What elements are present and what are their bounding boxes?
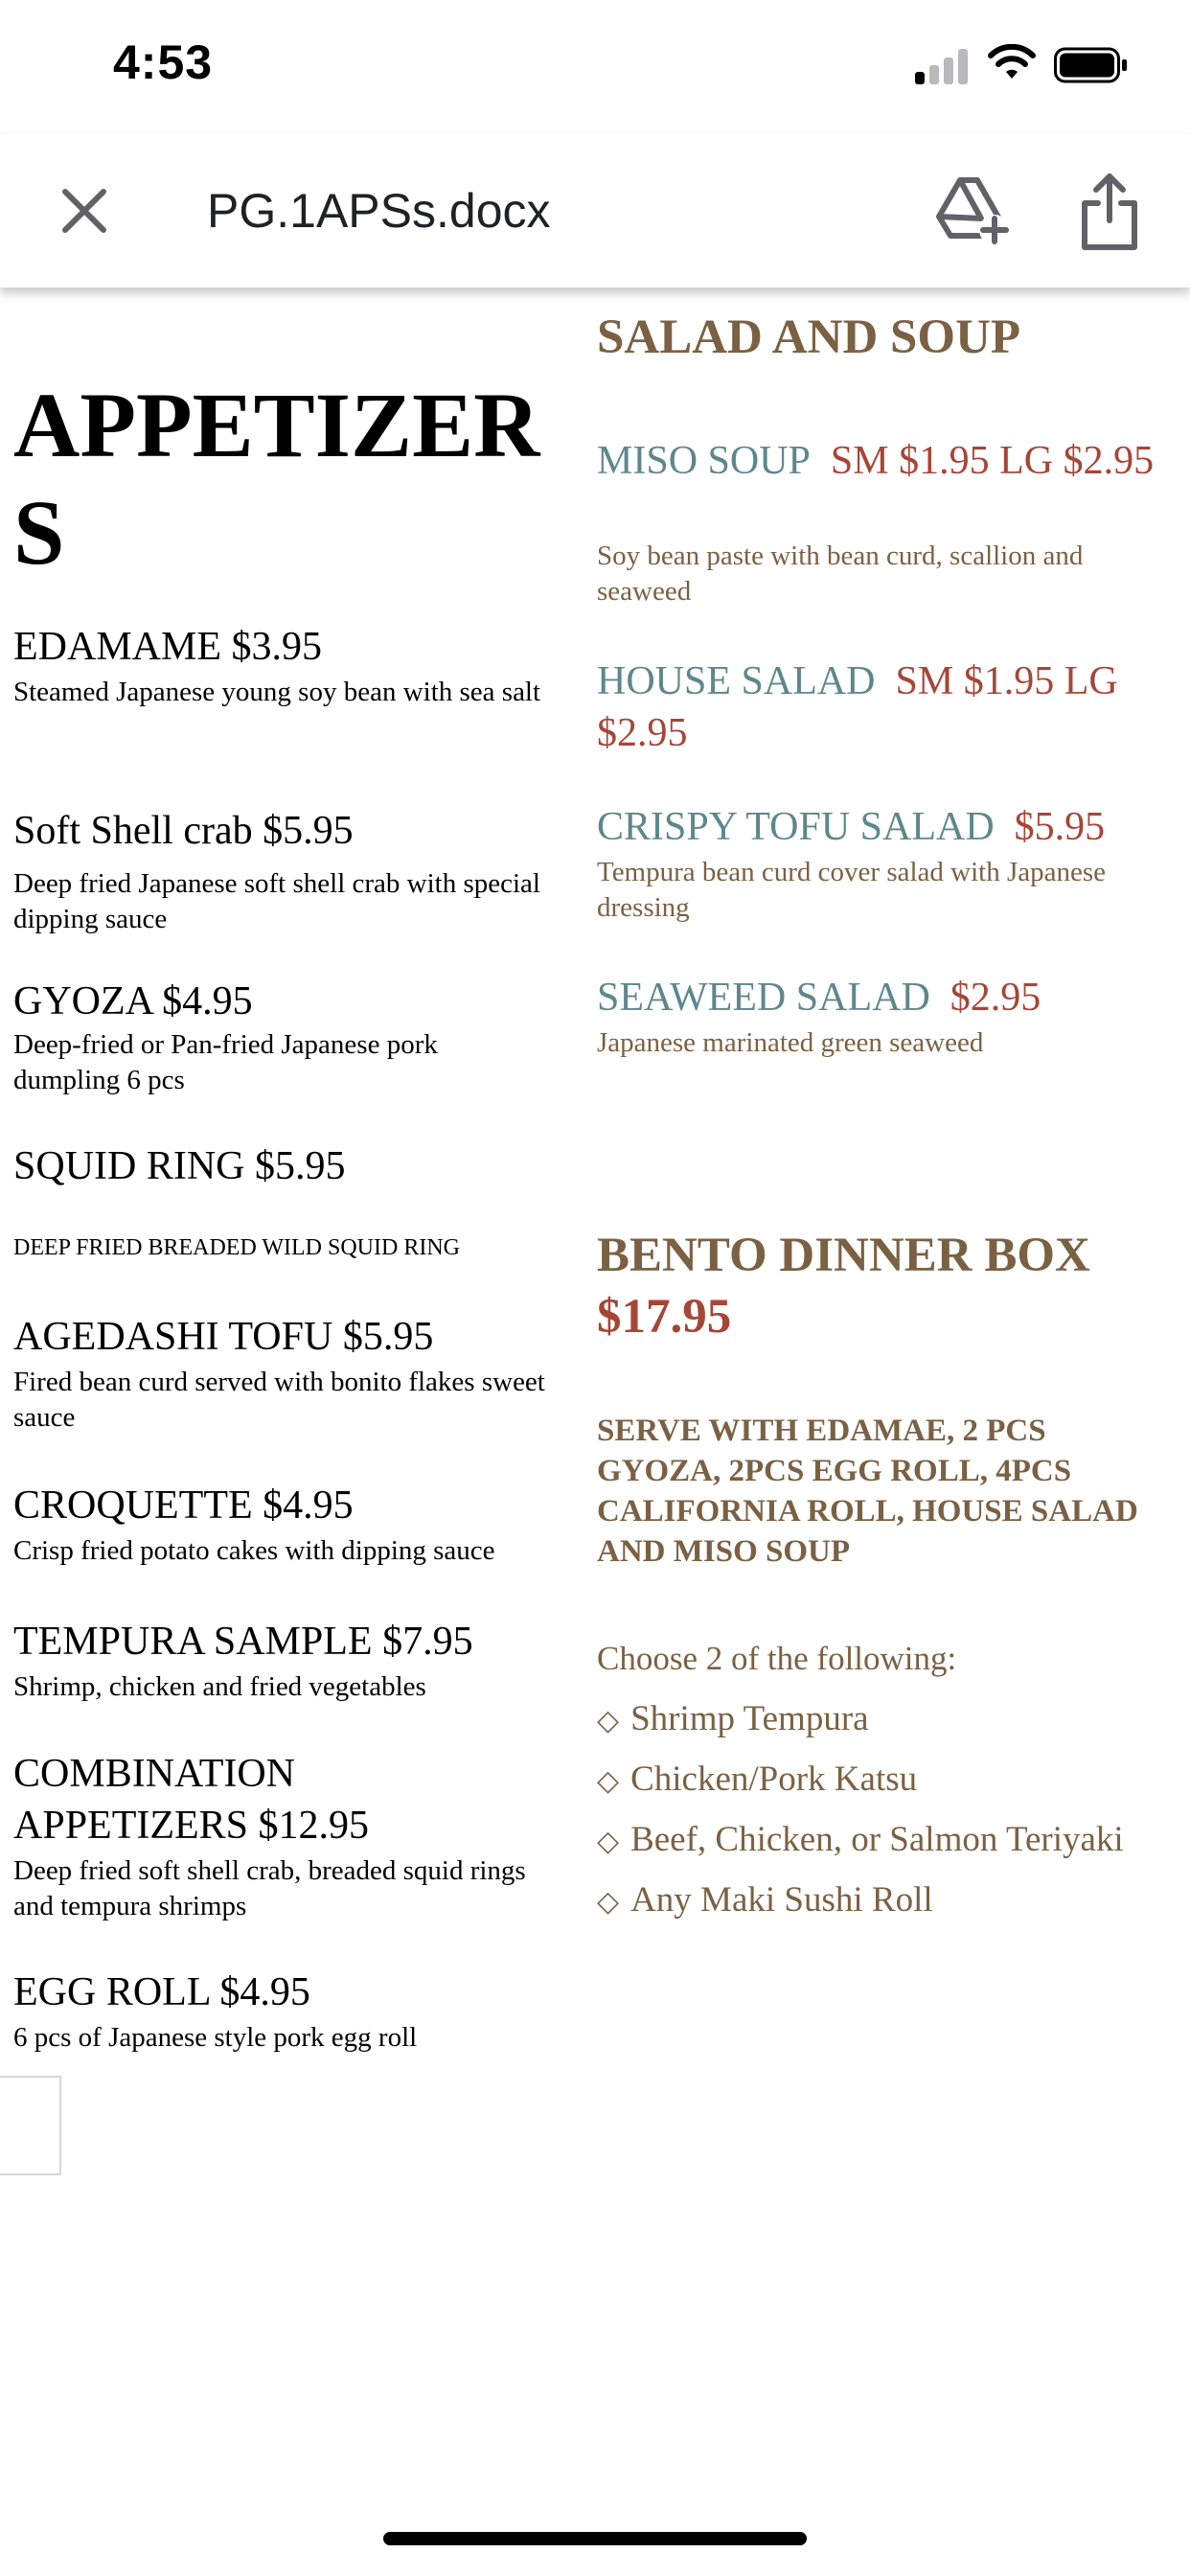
appetizer-item-desc: Deep fried soft shell crab, breaded squid rings and tempura shrimps [13, 1855, 526, 1921]
appetizers-heading: APPETIZER S [13, 374, 540, 584]
battery-icon [1054, 46, 1129, 84]
share-icon[interactable] [1075, 169, 1144, 253]
bento-option: ◇ Chicken/Pork Katsu [597, 1760, 918, 1799]
salad-soup-item-price: $2.95 [950, 976, 1041, 1020]
diamond-bullet-icon: ◇ [597, 1885, 620, 1919]
appetizer-item-desc: Deep-fried or Pan-fried Japanese pork dumpling 6 pcs [13, 1029, 438, 1095]
appetizer-item-desc: Fired bean curd served with bonito flakes sweet sauce [13, 1367, 545, 1433]
diamond-bullet-icon: ◇ [597, 1825, 620, 1858]
appetizer-item-name: EDAMAME $3.95 [13, 625, 322, 669]
add-to-drive-icon[interactable] [931, 172, 1012, 249]
bento-heading: BENTO DINNER BOX [597, 1229, 1090, 1282]
appetizer-item-name: SQUID RING $5.95 [13, 1144, 346, 1188]
bento-option: ◇ Any Maki Sushi Roll [597, 1880, 933, 1920]
appetizer-item-name: AGEDASHI TOFU $5.95 [13, 1315, 434, 1359]
bento-choose-label: Choose 2 of the following: [597, 1640, 957, 1677]
diamond-bullet-icon: ◇ [597, 1764, 620, 1798]
status-time: 4:53 [113, 35, 214, 89]
appetizer-item-name: GYOZA $4.95 [13, 979, 253, 1024]
salad-soup-item-desc: Japanese marinated green seaweed [597, 1027, 984, 1058]
bento-option: ◇ Beef, Chicken, or Salmon Teriyaki [597, 1820, 1124, 1859]
salad-soup-item-price: $5.95 [1014, 805, 1106, 849]
salad-soup-item-desc: Soy bean paste with bean curd, scallion and seaweed [597, 540, 1084, 607]
home-indicator[interactable] [383, 2532, 807, 2545]
salad-soup-item [597, 656, 1172, 759]
bento-includes: SERVE WITH EDAMAE, 2 PCS GYOZA, 2PCS EGG ROLL, 4PCS CALIFORNIA ROLL, HOUSE SALAD AND MISO SOUP [597, 1414, 1138, 1569]
close-icon[interactable] [50, 176, 119, 245]
appetizer-item-desc: Steamed Japanese young soy bean with sea salt [13, 677, 541, 707]
salad-soup-item-name: MISO SOUP [597, 439, 811, 483]
salad-soup-item-desc: Tempura bean curd cover salad with Japanese dressing [597, 857, 1107, 923]
bento-option: ◇ Shrimp Tempura [597, 1699, 869, 1738]
salad-soup-item-price: SM $1.95 LG $2.95 [597, 659, 1118, 755]
page-edge [0, 2076, 61, 2175]
appetizer-item-name: Soft Shell crab $5.95 [13, 809, 354, 853]
document-title: PG.1APSs.docx [207, 184, 551, 238]
salad-soup-item-name: SEAWEED SALAD [597, 976, 930, 1020]
document-top-bar [0, 134, 1190, 288]
appetizer-item-desc: DEEP FRIED BREADED WILD SQUID RING [13, 1235, 460, 1260]
appetizer-item-desc: 6 pcs of Japanese style pork egg roll [13, 2022, 418, 2053]
appetizer-item-desc: Shrimp, chicken and fried vegetables [13, 1671, 426, 1702]
appetizer-item-desc: Deep fried Japanese soft shell crab with special dipping sauce [13, 868, 540, 934]
bento-price: $17.95 [597, 1290, 732, 1344]
appetizer-item-name: EGG ROLL $4.95 [13, 1970, 310, 2014]
appetizer-item-name: TEMPURA SAMPLE $7.95 [13, 1620, 473, 1664]
salad-soup-item [597, 435, 1172, 487]
salad-soup-heading: SALAD AND SOUP [597, 310, 1021, 364]
appetizer-item-name: CROQUETTE $4.95 [13, 1484, 354, 1528]
appetizer-item-name: COMBINATION APPETIZERS $12.95 [13, 1752, 370, 1848]
salad-soup-item-price: SM $1.95 LG $2.95 [830, 439, 1155, 483]
salad-soup-item-name: HOUSE SALAD [597, 659, 876, 703]
salad-soup-item [597, 972, 1172, 1024]
diamond-bullet-icon: ◇ [597, 1704, 620, 1737]
salad-soup-item [597, 801, 1172, 853]
cellular-signal-icon [915, 48, 969, 84]
document-page [0, 288, 1190, 2520]
wifi-icon [987, 44, 1037, 82]
status-bar [0, 0, 1190, 134]
salad-soup-item-name: CRISPY TOFU SALAD [597, 805, 995, 849]
appetizer-item-desc: Crisp fried potato cakes with dipping sauce [13, 1535, 495, 1566]
